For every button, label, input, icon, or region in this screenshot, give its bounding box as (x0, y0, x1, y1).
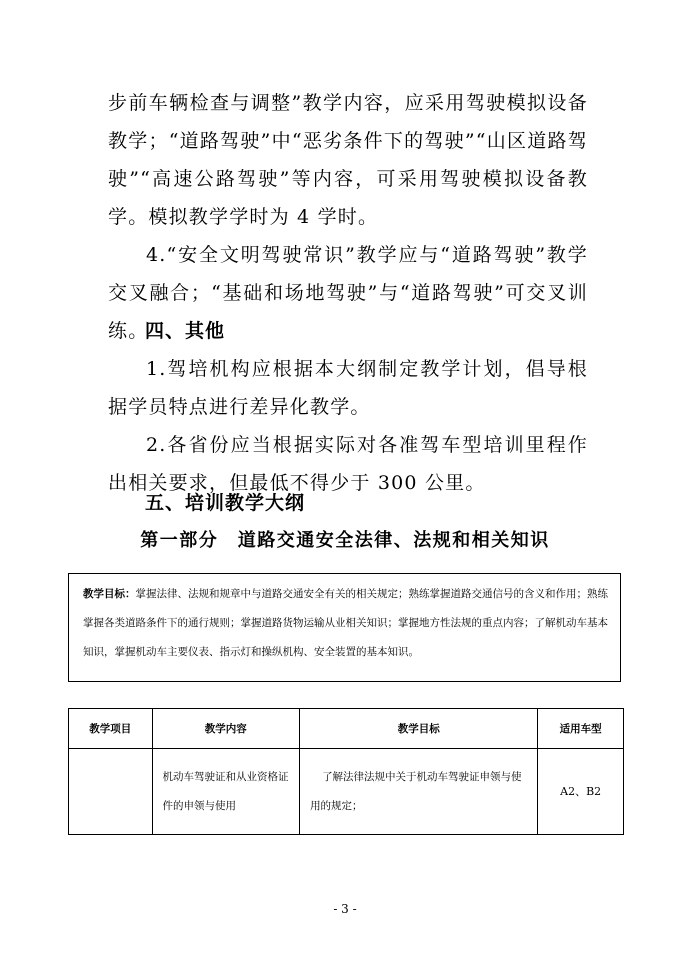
header-content: 教学内容 (152, 709, 300, 749)
paragraph-safe-driving: 4.“安全文明驾驶常识”教学应与“道路驾驶”教学交叉融合；“基础和场地驾驶”与“道路驾驶”可交叉训练。 (108, 244, 588, 342)
table-row (69, 749, 624, 835)
goal-text: 掌握法律、法规和规章中与道路交通安全有关的相关规定；熟练掌握道路交通信号的含义和作用；熟练掌握各类道路条件下的通行规则；掌握道路货物运输从业相关知识；掌握地方性法规的重点内容；了解机动车基本知识，掌握机动车主要仪表、指示灯和操纵机构、安全装置的基本知识。 (83, 588, 608, 658)
part-title: 第一部分 道路交通安全法律、法规和相关知识 (140, 530, 550, 551)
syllabus-table (68, 708, 624, 835)
paragraph-teaching-plan: 1.驾培机构应根据本大纲制定教学计划，倡导根据学员特点进行差异化教学。 (108, 358, 588, 418)
heading-syllabus: 五、培训教学大纲 (145, 492, 306, 514)
goal-label: 教学目标： (83, 588, 136, 600)
cell-project (69, 749, 153, 835)
header-project: 教学项目 (69, 709, 153, 749)
table-header-row (69, 709, 624, 749)
cell-goal: 了解法律法规中关于机动车驾驶证申领与使用的规定； (300, 749, 538, 835)
teaching-goal-box (68, 573, 621, 682)
cell-vehicle: A2、B2 (538, 749, 624, 835)
paragraph-mileage: 2.各省份应当根据实际对各准驾车型培训里程作出相关要求，但最低不得少于 300 公里。 (108, 434, 588, 494)
paragraph-simulation-teaching: 步前车辆检查与调整”教学内容，应采用驾驶模拟设备教学；“道路驾驶”中“恶劣条件下的驾驶”“山区道路驾驶”“高速公路驾驶”等内容，可采用驾驶模拟设备教学。模拟教学学时为 4 学时。 (108, 92, 588, 228)
header-goal: 教学目标 (300, 709, 538, 749)
heading-others: 四、其他 (145, 320, 226, 342)
cell-content: 机动车驾驶证和从业资格证件的申领与使用 (152, 749, 300, 835)
page-number: - 3 - (333, 902, 357, 916)
header-vehicle: 适用车型 (538, 709, 624, 749)
